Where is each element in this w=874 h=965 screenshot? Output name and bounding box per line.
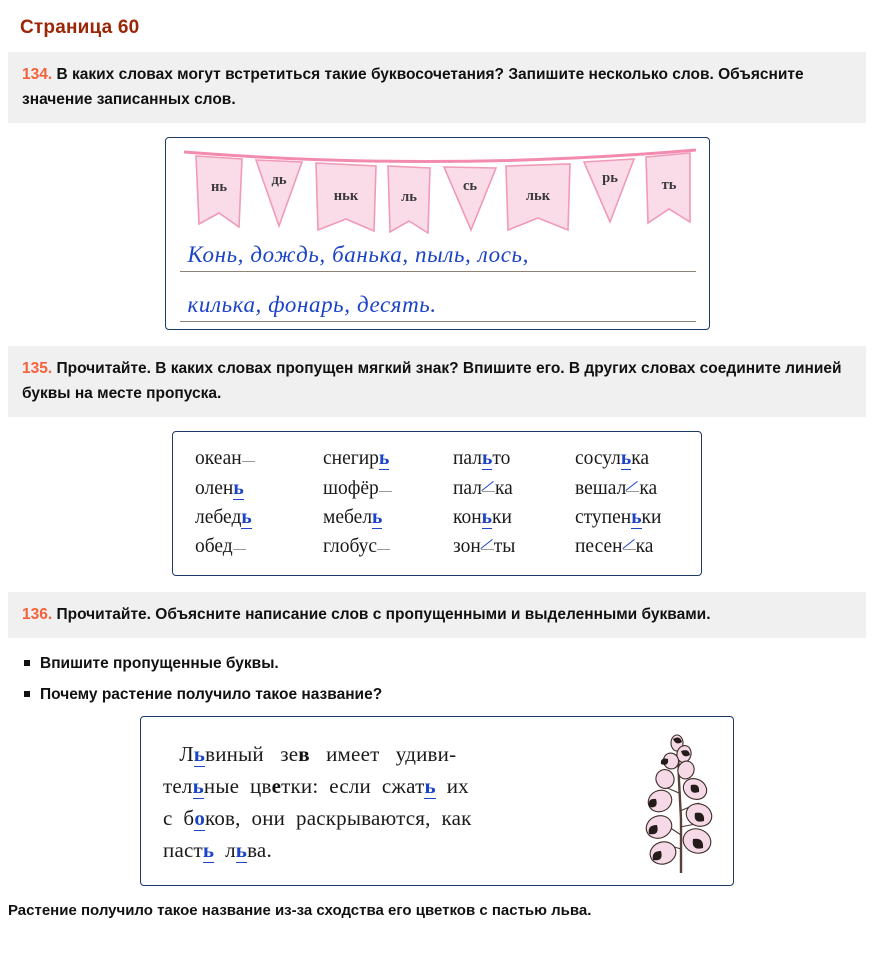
filled-soft-sign: ь bbox=[233, 477, 244, 499]
filled-soft-sign: ь bbox=[192, 774, 204, 799]
flag-label-1: нь bbox=[210, 179, 227, 196]
reading-figure bbox=[140, 716, 734, 886]
flag-label-4: ль bbox=[400, 189, 417, 206]
word-grid bbox=[195, 446, 681, 560]
bunting-figure bbox=[165, 137, 710, 330]
word-grid-cell[interactable]: океан bbox=[195, 446, 323, 472]
handwritten-answer-line-1: Конь, дождь, банька, пыль, лось, bbox=[187, 242, 529, 268]
word-grid-wrap bbox=[0, 431, 874, 576]
flag-label-2: дь bbox=[270, 172, 287, 189]
word-grid-cell[interactable]: пал ка bbox=[453, 477, 513, 499]
connector-line bbox=[481, 549, 494, 550]
exercise-134-prompt bbox=[8, 52, 866, 123]
connector-line bbox=[623, 549, 636, 550]
highlighted-letter: е bbox=[271, 774, 282, 799]
word-grid-cell[interactable]: зон ты bbox=[453, 535, 516, 557]
word-grid-cell[interactable]: обед bbox=[195, 534, 323, 560]
handwriting-area bbox=[166, 234, 710, 330]
flag-label-7: рь bbox=[601, 170, 618, 187]
flag-label-8: ть bbox=[661, 177, 676, 194]
exercise-135-number: 135. bbox=[22, 360, 53, 378]
word-grid-cell[interactable]: песен ка bbox=[575, 535, 654, 557]
reading-line-3: с боков, они раскрываются, как bbox=[163, 806, 472, 831]
filled-soft-sign: ь bbox=[620, 448, 632, 470]
empty-blank bbox=[379, 491, 392, 492]
word-grid-cell[interactable]: ступеньки bbox=[575, 506, 662, 528]
flag-label-6: льк bbox=[525, 188, 550, 205]
exercise-136-text: Прочитайте. Объясните написание слов с пропущенными и выделенными буквами. bbox=[56, 605, 711, 623]
reading-line-2: тельные цветки: если сжать их bbox=[163, 774, 469, 799]
filled-soft-sign: ь bbox=[202, 838, 215, 863]
bunting-figure-wrap bbox=[0, 137, 874, 330]
exercise-136-number: 136. bbox=[22, 605, 53, 623]
flag-label-3: ньк bbox=[333, 188, 358, 205]
flag-shape-7 bbox=[584, 159, 634, 222]
word-grid-cell[interactable]: сосулька bbox=[575, 448, 650, 470]
sub-task-item-1: Впишите пропущенные буквы. bbox=[22, 654, 874, 674]
connector-line bbox=[482, 491, 495, 492]
bunting-illustration bbox=[166, 138, 710, 238]
connector-line bbox=[626, 491, 639, 492]
reading-figure-wrap bbox=[0, 716, 874, 886]
exercise-134-number: 134. bbox=[22, 66, 53, 83]
word-grid-figure bbox=[172, 431, 702, 576]
ruled-line-2 bbox=[180, 321, 696, 322]
filled-soft-sign: ь bbox=[378, 448, 390, 470]
word-grid-cell[interactable]: мебель bbox=[323, 506, 383, 528]
page-title: Страница 60 bbox=[20, 17, 140, 38]
filled-soft-sign: ь bbox=[482, 448, 493, 470]
ruled-line-1 bbox=[180, 271, 696, 272]
word-grid-cell[interactable]: олень bbox=[195, 477, 244, 499]
filled-vowel: о bbox=[194, 806, 206, 831]
word-grid-cell[interactable]: шофёр bbox=[323, 476, 453, 502]
empty-blank bbox=[242, 461, 255, 462]
filled-soft-sign: ь bbox=[241, 506, 252, 528]
handwritten-answer-line-2: килька, фонарь, десять. bbox=[187, 292, 437, 318]
word-grid-cell[interactable]: лебедь bbox=[195, 506, 252, 528]
reading-text bbox=[163, 739, 603, 867]
word-grid-cell[interactable]: снегирь bbox=[323, 448, 390, 470]
word-grid-cell[interactable]: глобус bbox=[323, 534, 453, 560]
reading-line-4: пасть льва. bbox=[163, 838, 272, 863]
filled-soft-sign: ь bbox=[631, 506, 642, 528]
filled-soft-sign: ь bbox=[235, 838, 248, 863]
filled-soft-sign: ь bbox=[424, 774, 436, 799]
exercise-136-prompt bbox=[8, 592, 866, 638]
snapdragon-flower-icon bbox=[637, 723, 725, 881]
word-grid-cell[interactable]: коньки bbox=[453, 506, 512, 528]
highlighted-letter: в bbox=[298, 742, 310, 767]
word-grid-cell[interactable]: пальто bbox=[453, 448, 511, 470]
empty-blank bbox=[233, 549, 246, 550]
exercise-134-text: В каких словах могут встретиться такие буквосочетания? Запишите несколько слов. Объясните значение записанных слов. bbox=[22, 66, 804, 109]
filled-soft-sign: ь bbox=[193, 742, 206, 767]
sub-task-item-2: Почему растение получило такое название? bbox=[22, 685, 874, 705]
flag-shape-5 bbox=[444, 167, 496, 230]
final-answer: Растение получило такое название из-за сходства его цветков с пастью льва. bbox=[8, 902, 592, 920]
reading-line-1: Львиный зев имеет удиви- bbox=[163, 742, 457, 767]
filled-soft-sign: ь bbox=[372, 506, 383, 528]
filled-soft-sign: ь bbox=[481, 506, 492, 528]
sub-task-list bbox=[0, 654, 874, 705]
empty-blank bbox=[377, 549, 390, 550]
flag-label-5: сь bbox=[462, 178, 477, 195]
exercise-135-text: Прочитайте. В каких словах пропущен мягкий знак? Впишите его. В других словах соедините линией буквы на месте пропуска. bbox=[22, 360, 842, 403]
word-grid-cell[interactable]: вешал ка bbox=[575, 477, 658, 499]
flag-shape-2 bbox=[256, 160, 302, 226]
exercise-135-prompt bbox=[8, 346, 866, 417]
